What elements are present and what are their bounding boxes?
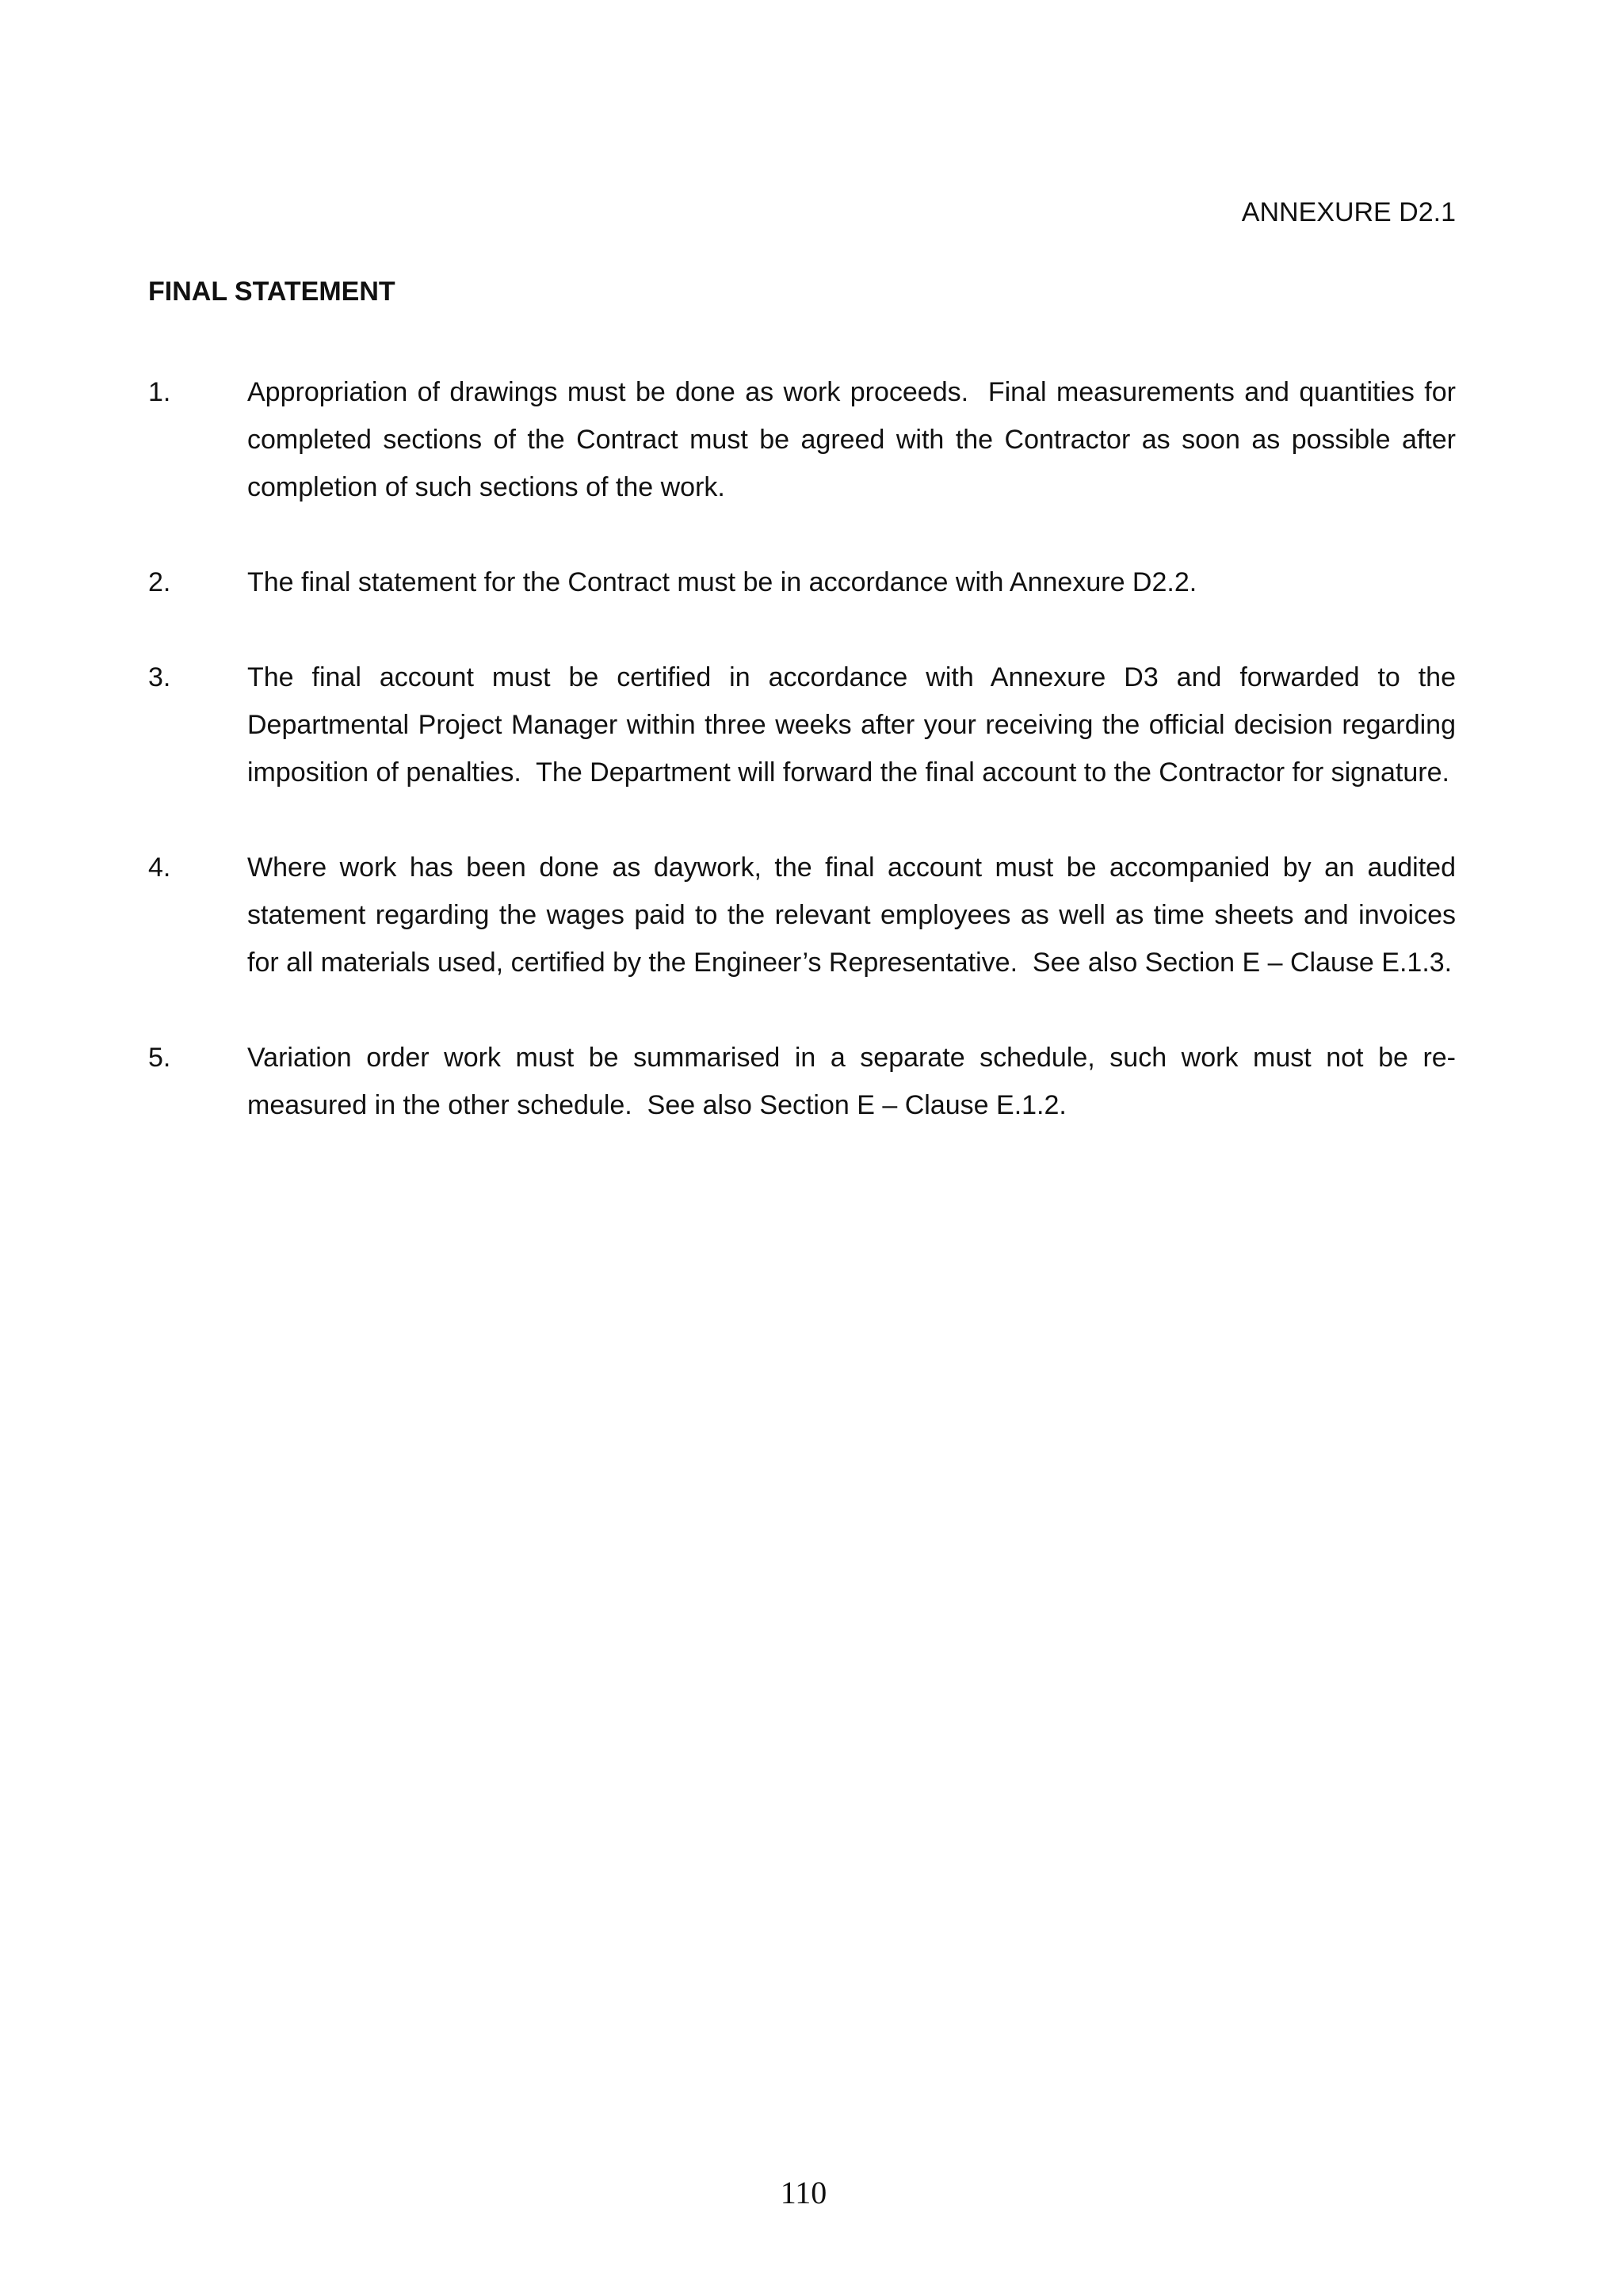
clause-item xyxy=(148,368,1464,511)
clause-item xyxy=(148,1034,1456,1129)
clause-item xyxy=(148,559,1456,606)
clause-item xyxy=(148,654,1464,796)
page-number: 110 xyxy=(780,2175,827,2210)
clause-text: Variation order work must be summarised in a separate schedule, such work must not be re-measured in the other schedule. See also Section E – Clause E.1.2. xyxy=(247,1043,1456,1120)
document-title: FINAL STATEMENT xyxy=(148,277,395,307)
clause-item xyxy=(148,844,1464,986)
annexure-reference: ANNEXURE D2.1 xyxy=(1241,197,1456,227)
clause-number: 3. xyxy=(148,662,171,692)
clause-number: 2. xyxy=(148,567,171,597)
clause-number: 1. xyxy=(148,377,171,407)
clause-text: The final account must be certified in accordance with Annexure D3 and forwarded to the Departmental Project Manager within three weeks after your receiving the official decision regarding imposition of penalties. The Department will forward the final account to the Contractor for signature. xyxy=(247,662,1464,788)
clause-number: 4. xyxy=(148,852,171,883)
clause-text: Where work has been done as daywork, the final account must be accompanied by an audited statement regarding the wages paid to the relevant employees as well as time sheets and invoices for all materials used, certified by the Engineer’s Representative. See also Section E – Clause E.1.3. xyxy=(247,852,1464,978)
clause-text: Appropriation of drawings must be done as work proceeds. Final measurements and quantities for completed sections of the Contract must be agreed with the Contractor as soon as possible after completion of such sections of the work. xyxy=(247,377,1464,502)
clause-number: 5. xyxy=(148,1043,171,1073)
clause-list xyxy=(148,368,1464,1177)
clause-text: The final statement for the Contract must be in accordance with Annexure D2.2. xyxy=(247,567,1197,597)
